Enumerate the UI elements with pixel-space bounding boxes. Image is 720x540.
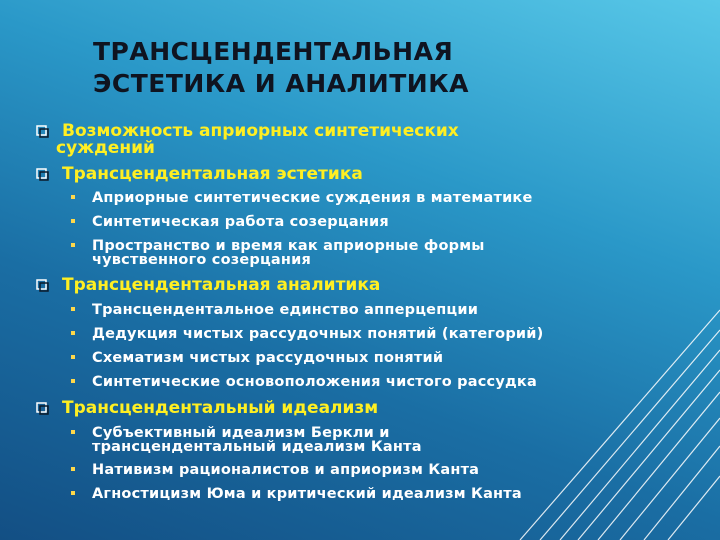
title-line-1: ТРАНСЦЕНДЕНТАЛЬНАЯ [93,37,454,66]
small-dot-bullet-icon [70,242,76,248]
sub-item [70,327,543,341]
item-text: Трансцендентальный идеализм [62,398,379,418]
small-dot-bullet-icon [70,194,76,200]
sub-item-text: Схематизм чистых рассудочных понятий [92,350,444,366]
small-dot-bullet-icon [70,306,76,312]
sub-item [70,487,522,501]
sub-item-text: Агностицизм Юма и критический идеализм Канта [92,486,522,502]
item-text: Трансцендентальная эстетика [62,164,363,184]
sub-item-text: Априорные синтетические суждения в математике [92,190,533,206]
item-text-continued: суждений [56,138,155,158]
small-dot-bullet-icon [70,354,76,360]
list-item-aesthetic [38,166,363,183]
small-dot-bullet-icon [70,490,76,496]
sub-item-text: Пространство и время как априорные формы [92,238,485,254]
list-item-idealism [38,400,378,417]
sub-item [70,375,537,389]
sub-item [70,239,485,267]
sub-item-text: Дедукция чистых рассудочных понятий (категорий) [92,326,544,342]
small-dot-bullet-icon [70,378,76,384]
sub-item [70,215,389,229]
hollow-square-bullet-icon [36,125,49,138]
list-item-analytic [38,277,380,294]
sub-item-text: Нативизм рационалистов и априоризм Канта [92,462,480,478]
sub-item-text: Субъективный идеализм Беркли и [92,425,390,441]
sub-item-text-continued: чувственного созерцания [92,252,311,268]
item-text: Трансцендентальная аналитика [62,275,381,295]
sub-item [70,191,533,205]
sub-item-text: Синтетическая работа созерцания [92,214,389,230]
sub-item-text: Синтетические основоположения чистого рассудка [92,374,537,390]
sub-item [70,463,479,477]
hollow-square-bullet-icon [36,279,49,292]
sub-item [70,351,443,365]
title-line-2: ЭСТЕТИКА И АНАЛИТИКА [93,69,469,98]
hollow-square-bullet-icon [36,402,49,415]
sub-item-text-continued: трансцендентальный идеализм Канта [92,439,422,455]
item-text: Возможность априорных синтетических [62,121,459,141]
sub-item-text: Трансцендентальное единство апперцепции [92,302,479,318]
sub-item [70,303,478,317]
small-dot-bullet-icon [70,330,76,336]
hollow-square-bullet-icon [36,168,49,181]
small-dot-bullet-icon [70,466,76,472]
small-dot-bullet-icon [70,429,76,435]
sub-item [70,426,422,454]
list-item-apriori-judgments [38,123,459,157]
small-dot-bullet-icon [70,218,76,224]
